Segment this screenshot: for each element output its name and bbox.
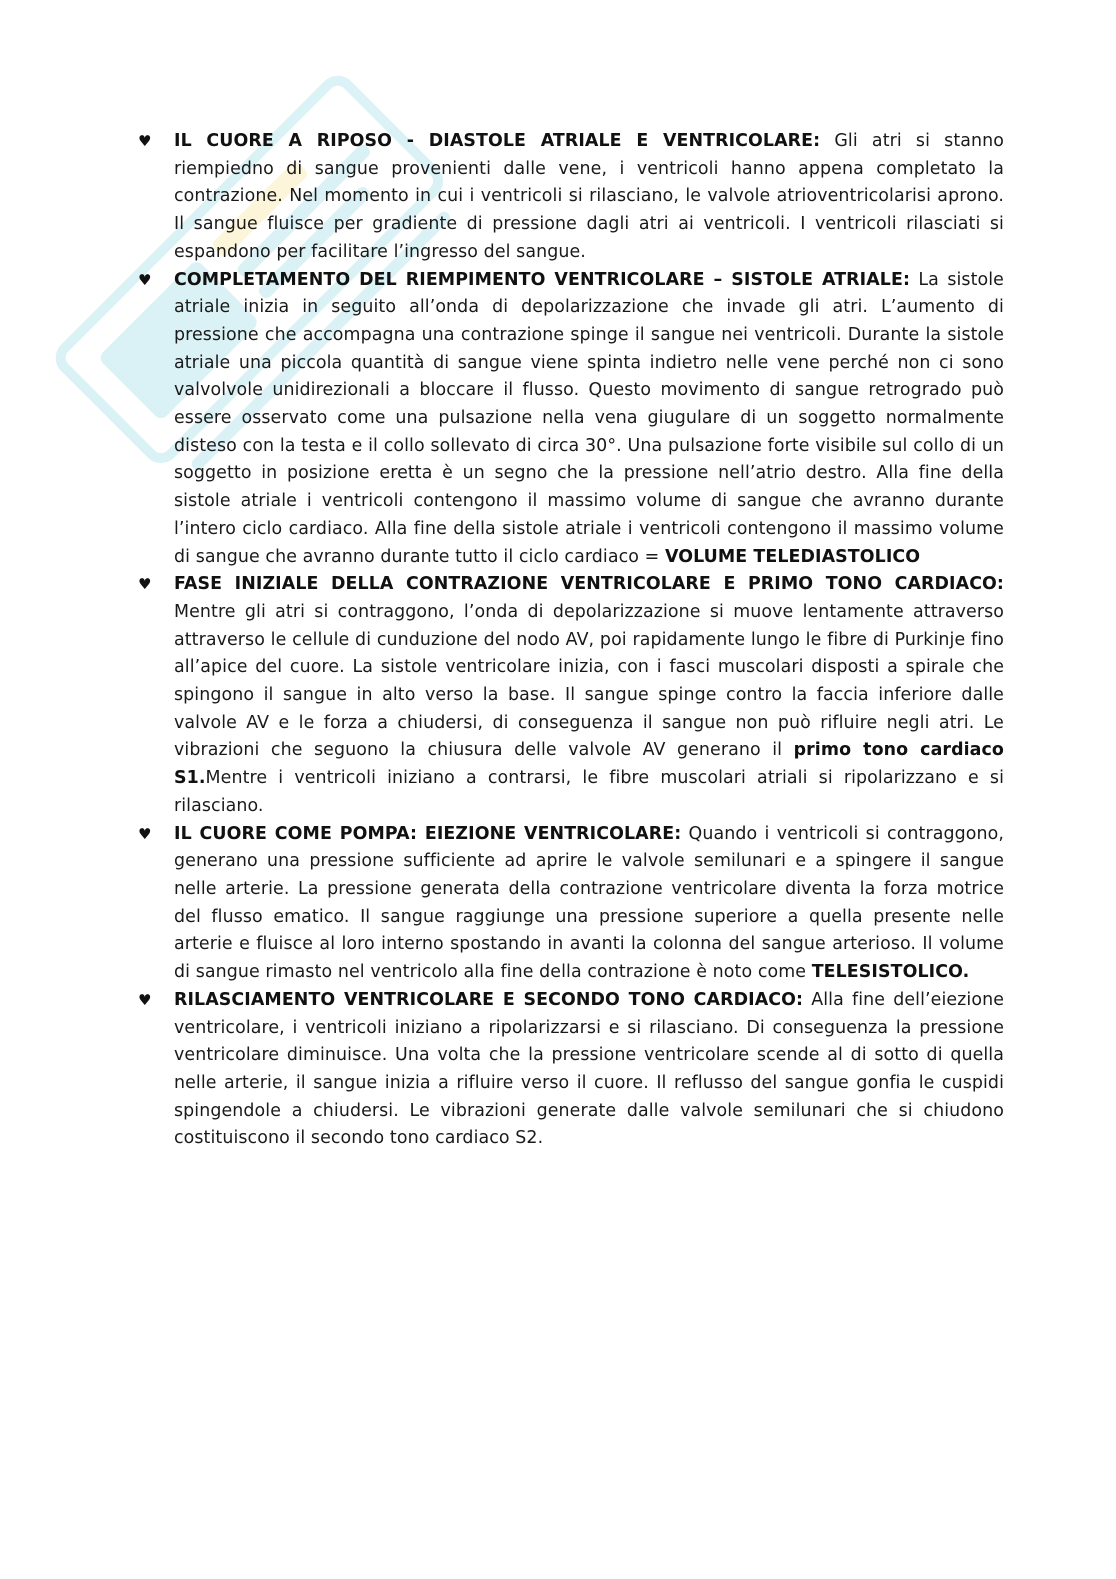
list-item bbox=[138, 987, 1004, 1153]
heart-bullet-icon: ♥ bbox=[138, 575, 152, 594]
item-text: Mentre gli atri si contraggono, l’onda di depolarizzazione si muove lentamente attraverso attraverso le cellule di cunduzione del nodo AV, poi rapidamente lungo le fibre di Purkinje fino all’apice del cuore. La sistole ventricolare inizia, con i fasci muscolari disposti a spirale che spingono il sangue in alto verso la base. Il sangue spinge contro la faccia inferiore dalle valvole AV e le forza a chiudersi, di conseguenza il sangue non può rifluire negli atri. Le vibrazioni che seguono la chiusura delle valvole AV generano il bbox=[174, 601, 1004, 761]
list-item bbox=[138, 821, 1004, 987]
heart-bullet-icon: ♥ bbox=[138, 132, 152, 150]
item-heading: IL CUORE COME POMPA: EIEZIONE VENTRICOLARE: bbox=[174, 823, 682, 844]
item-bold-term: TELESISTOLICO. bbox=[811, 962, 970, 983]
document-body bbox=[138, 128, 1004, 1153]
item-heading: IL CUORE A RIPOSO - DIASTOLE ATRIALE E VENTRICOLARE: bbox=[174, 131, 821, 151]
list-item bbox=[138, 267, 1004, 572]
heart-bullet-icon: ♥ bbox=[138, 990, 152, 1009]
item-text-after: Mentre i ventricoli iniziano a contrarsi, le fibre muscolari atriali si ripolarizzano e si rilasciano. bbox=[174, 768, 1004, 816]
item-text: La sistole atriale inizia in seguito all’onda di depolarizzazione che invade gli atri. L’aumento di pressione che accompagna una contrazione spinge il sangue nei ventricoli. Durante la sistole atriale una piccola quantità di sangue viene spinta indietro nelle vene perché non ci sono valvolvole unidirezionali a bloccare il flusso. Questo movimento di sangue retrogrado può essere osservato come una pulsazione nella vena giugulare di un soggetto normalmente disteso con la testa e il collo sollevato di circa 30°. Una pulsazione forte visibile sul collo di un soggetto in posizione eretta è un segno che la pressione nell’atrio destro. Alla fine della sistole atriale i ventricoli contengono il massimo volume di sangue che avranno durante l’intero ciclo cardiaco. Alla fine della sistole atriale i ventricoli contengono il massimo volume di sangue che avranno durante tutto il ciclo cardiaco = bbox=[174, 269, 1004, 567]
item-heading: FASE INIZIALE DELLA CONTRAZIONE VENTRICOLARE E PRIMO TONO CARDIACO: bbox=[174, 574, 1004, 595]
bullet-list bbox=[138, 128, 1004, 1153]
item-text: Gli atri si stanno riempiedno di sangue provenienti dalle vene, i ventricoli hanno appena completato la contrazione. Nel momento in cui i ventricoli si rilasciano, le valvole atrioventricolarisi aprono. Il sangue fluisce per gradiente di pressione dagli atri ai ventricoli. I ventricoli rilasciati si espandono per facilitare l’ingresso del sangue. bbox=[174, 131, 1004, 262]
item-bold-term: primo tono cardiaco S1. bbox=[174, 740, 1004, 789]
item-heading: RILASCIAMENTO VENTRICOLARE E SECONDO TONO CARDIACO: bbox=[174, 989, 804, 1010]
list-item bbox=[138, 128, 1004, 267]
item-bold-term: VOLUME TELEDIASTOLICO bbox=[664, 546, 921, 567]
item-text: Quando i ventricoli si contraggono, generano una pressione sufficiente ad aprire le valvole semilunari e a spingere il sangue nelle arterie. La pressione generata della contrazione ventricolare diventa la forza motrice del flusso ematico. Il sangue raggiunge una pressione superiore a quella presente nelle arterie e fluisce al loro interno spostando in avanti la colonna del sangue arterioso. Il volume di sangue rimasto nel ventricolo alla fine della contrazione è noto come bbox=[174, 823, 1004, 983]
item-text: Alla fine dell’eiezione ventricolare, i ventricoli iniziano a ripolarizzarsi e si rilasciano. Di conseguenza la pressione ventricolare diminuisce. Una volta che la pressione ventricolare scende al di sotto di quella nelle arterie, il sangue inizia a rifluire verso il cuore. Il reflusso del sangue gonfia le cuspidi spingendole a chiudersi. Le vibrazioni generate dalle valvole semilunari che si chiudono costituiscono il secondo tono cardiaco S2. bbox=[174, 989, 1005, 1149]
heart-bullet-icon: ♥ bbox=[138, 270, 152, 289]
heart-bullet-icon: ♥ bbox=[138, 824, 152, 843]
item-heading: COMPLETAMENTO DEL RIEMPIMENTO VENTRICOLARE – SISTOLE ATRIALE: bbox=[174, 269, 910, 290]
list-item bbox=[138, 571, 1004, 820]
